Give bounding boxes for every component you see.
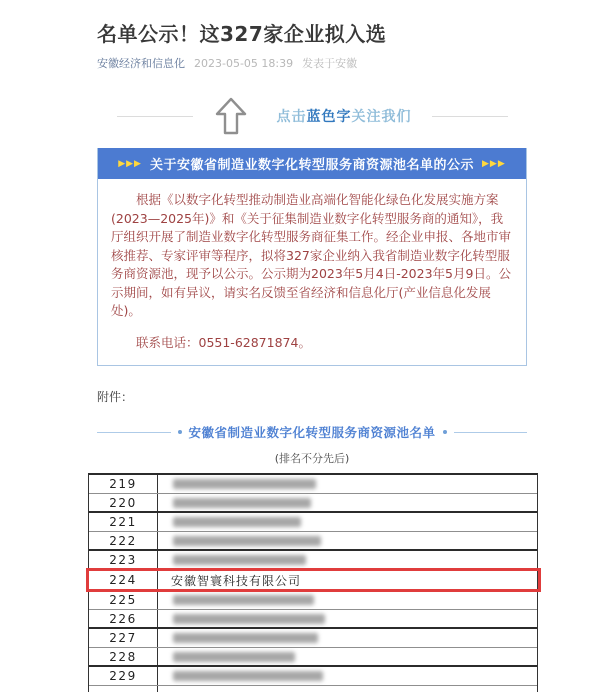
company-cell: [158, 551, 537, 569]
heading-dot-icon: [443, 430, 447, 434]
table-row-partial: [89, 686, 537, 692]
rank-cell: 219: [89, 475, 158, 493]
company-cell: [158, 610, 537, 627]
company-cell: [158, 667, 537, 685]
company-cell: [158, 475, 537, 493]
redacted-company-name: [173, 595, 314, 605]
table-row: [89, 570, 537, 591]
table-row: [89, 648, 537, 667]
attachment-heading: [97, 423, 527, 441]
rank-cell: [89, 686, 158, 692]
company-cell: [158, 648, 537, 665]
attachment-title: 安徽省制造业数字化转型服务商资源池名单: [188, 425, 436, 440]
company-cell: [158, 494, 537, 511]
banner-arrows-right-icon: ▶▶▶: [482, 158, 506, 169]
table-row: [89, 475, 537, 494]
redacted-company-name: [173, 671, 323, 681]
heading-line-left: [97, 432, 171, 433]
table-note: (排名不分先后): [274, 452, 350, 465]
company-cell: 安徽智寰科技有限公司: [171, 573, 302, 588]
article-byline: [97, 55, 527, 71]
rank-cell: 229: [89, 667, 158, 685]
table-row: [89, 667, 537, 686]
notice-box: [97, 148, 527, 366]
rank-cell: 223: [89, 551, 158, 569]
follow-prefix: 点击: [276, 109, 307, 125]
banner-arrows-left-icon: ▶▶▶: [118, 158, 142, 169]
follow-prompt: [97, 97, 527, 135]
official-account-link[interactable]: 安徽经济和信息化: [97, 57, 185, 70]
resource-table-body: [89, 475, 537, 686]
company-cell: [158, 629, 537, 647]
attachment-label: 附件：: [97, 390, 134, 404]
rank-cell: 224: [89, 570, 158, 590]
company-cell: [158, 591, 537, 609]
table-row: [89, 513, 537, 532]
follow-highlight: 蓝色字: [306, 109, 352, 125]
rank-cell: 220: [89, 494, 158, 511]
redacted-company-name: [173, 652, 295, 662]
article-title: 名单公示！这327家企业拟入选: [97, 22, 387, 46]
rank-cell: 222: [89, 532, 158, 549]
redacted-company-name: [173, 498, 311, 508]
company-cell: [158, 686, 537, 692]
table-row: [89, 494, 537, 513]
redacted-company-name: [173, 536, 321, 546]
article-content: [97, 18, 527, 466]
table-row: [89, 532, 537, 551]
follow-suffix: 关注我们: [351, 109, 412, 125]
table-row: [89, 629, 537, 648]
table-wrapper: [88, 473, 538, 692]
redacted-company-name: [173, 555, 306, 565]
heading-dot-icon: [178, 430, 182, 434]
company-cell: [158, 532, 537, 549]
resource-table: [88, 473, 538, 692]
rank-cell: 225: [89, 591, 158, 609]
divider-line: [117, 116, 193, 117]
notice-banner: [98, 148, 526, 179]
notice-banner-title: 关于安徽省制造业数字化转型服务商资源池名单的公示: [149, 158, 474, 173]
redacted-company-name: [173, 517, 301, 527]
table-row: [89, 591, 537, 610]
rank-cell: 221: [89, 513, 158, 531]
rank-cell: 226: [89, 610, 158, 627]
company-cell: [158, 513, 537, 531]
heading-line-right: [454, 432, 528, 433]
publish-time: 2023-05-05 18:39: [194, 57, 294, 70]
follow-prompt-text: [277, 106, 412, 126]
redacted-company-name: [173, 479, 316, 489]
redacted-company-name: [173, 614, 325, 624]
rank-cell: 228: [89, 648, 158, 665]
publish-location: 发表于安徽: [302, 57, 358, 70]
contact-phone: 联系电话：0551-62871874。: [136, 334, 311, 350]
table-row: [89, 551, 537, 570]
redacted-company-name: [173, 633, 318, 643]
notice-body: [98, 179, 526, 365]
table-row: [89, 610, 537, 629]
up-arrow-icon: [215, 97, 247, 135]
notice-paragraph: 根据《以数字化转型推动制造业高端化智能化绿色化发展实施方案(2023—2025年)》和《关于征集制造业数字化转型服务商的通知》，我厅组织开展了制造业数字化转型服务商征集工作。经企业申报、各地市审核推荐、专家评审等程序，拟将327家企业纳入我省制造业数字化转型服务商资源池，现予以公示。公示期为2023年5月4日-2023年5月9日。公示期间，如有异议，请实名反馈至省经济和信息化厅(产业信息化发展处)。: [111, 192, 512, 318]
divider-line: [432, 116, 508, 117]
rank-cell: 227: [89, 629, 158, 647]
